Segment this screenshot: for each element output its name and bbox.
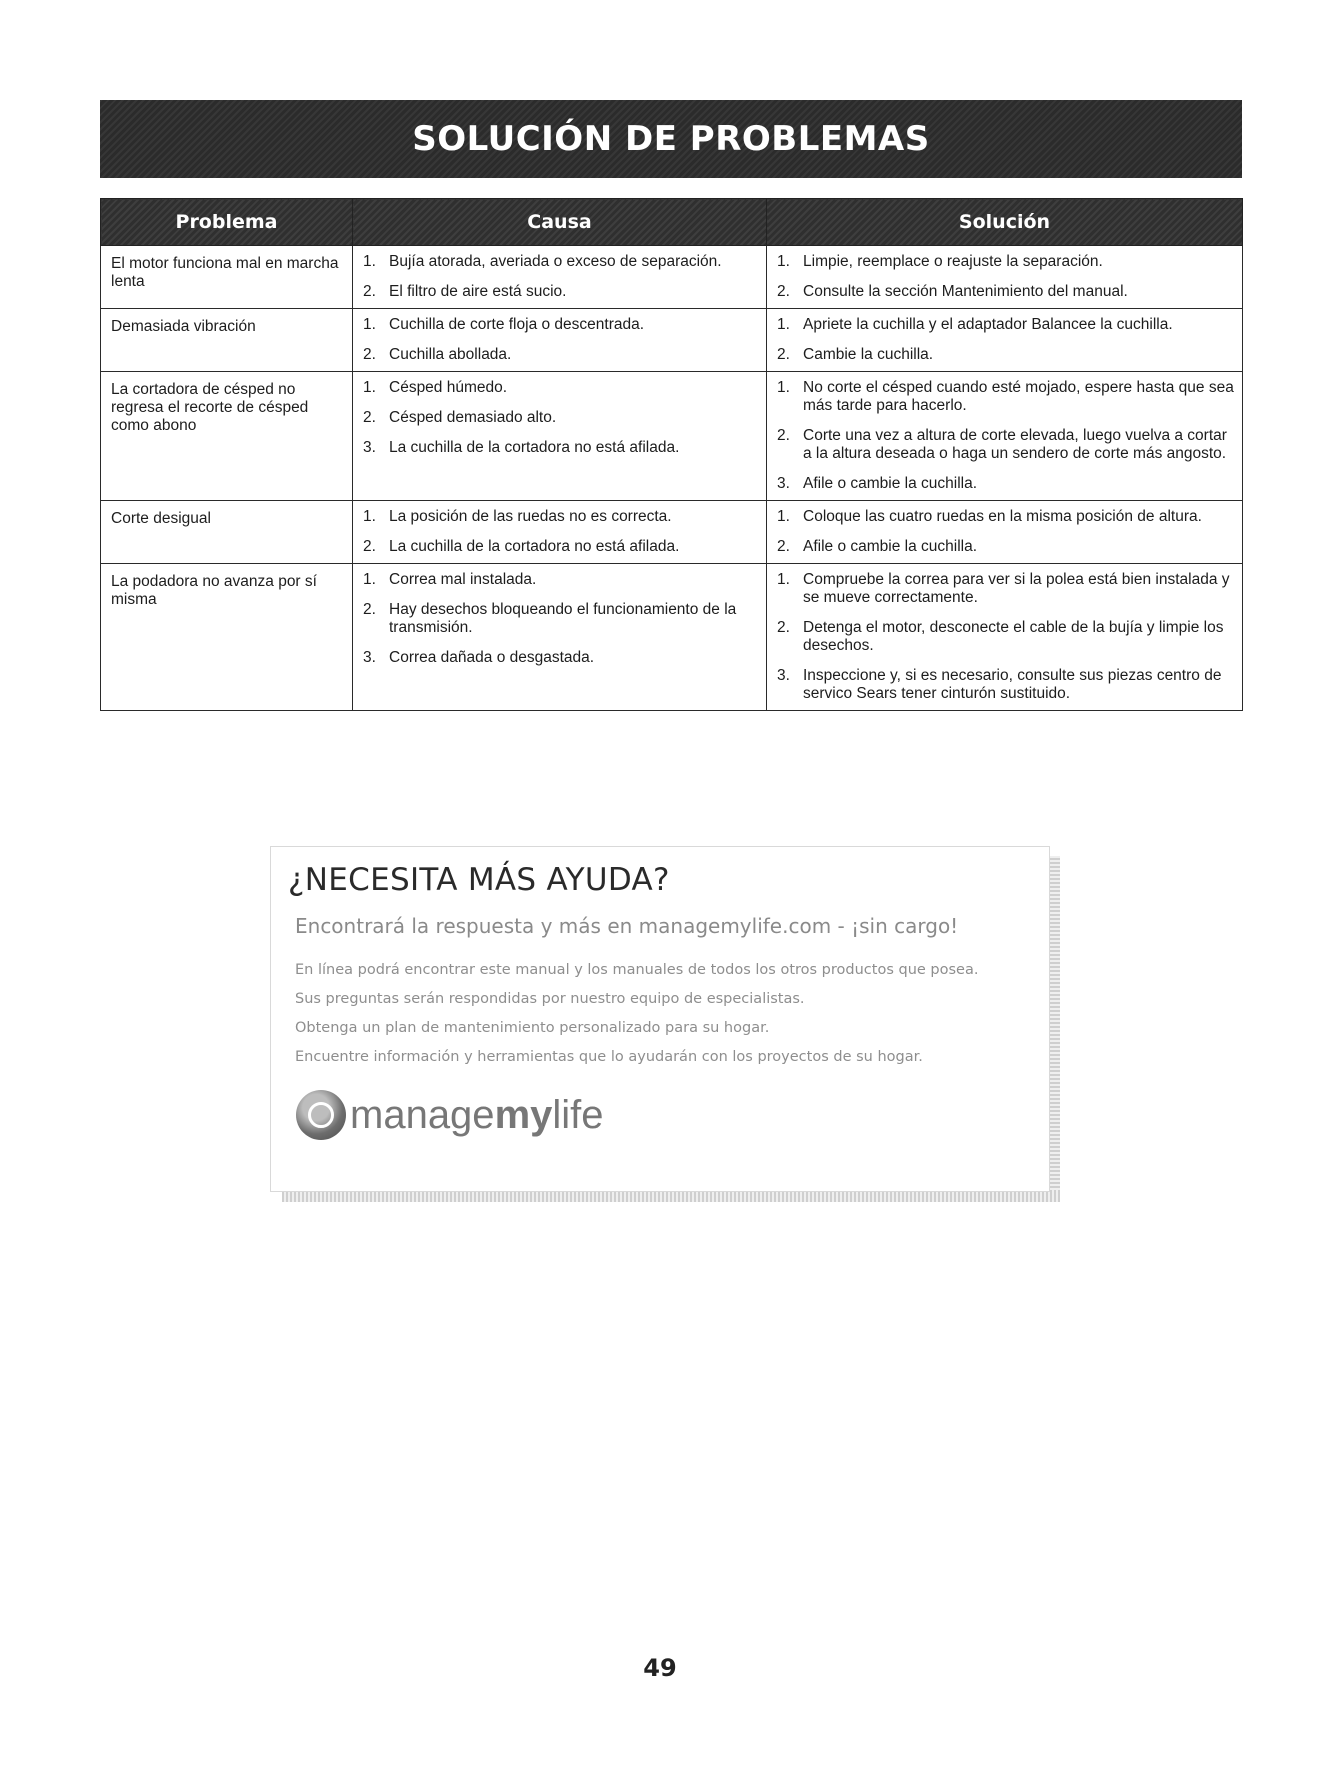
- cause-list: [363, 571, 758, 667]
- item-number: 2.: [363, 538, 376, 555]
- solution-list: [777, 253, 1234, 301]
- item-number: 1.: [777, 379, 790, 396]
- item-text: Hay desechos bloqueando el funcionamiento de la transmisión.: [389, 601, 737, 636]
- solution-cell: [767, 309, 1243, 372]
- help-line: Sus preguntas serán respondidas por nuestro equipo de especialistas.: [295, 991, 805, 1007]
- managemylife-logo: [296, 1090, 604, 1140]
- page-number: 49: [643, 1654, 677, 1682]
- item-number: 1.: [363, 316, 376, 333]
- cause-cell: [353, 564, 767, 711]
- item-text: Inspeccione y, si es necesario, consulte sus piezas centro de servico Sears tener cinturón sustituido.: [803, 667, 1222, 702]
- cause-item: [363, 538, 758, 556]
- cause-cell: [353, 372, 767, 501]
- item-text: No corte el césped cuando esté mojado, espere hasta que sea más tarde para hacerlo.: [803, 379, 1234, 414]
- item-text: Correa dañada o desgastada.: [389, 649, 595, 666]
- help-title: ¿NECESITA MÁS AYUDA?: [288, 862, 670, 898]
- solution-item: [777, 253, 1234, 271]
- cause-list: [363, 316, 758, 364]
- item-text: Corte una vez a altura de corte elevada, luego vuelva a cortar a la altura deseada o haga un sendero de corte más angosto.: [803, 427, 1227, 462]
- item-text: Afile o cambie la cuchilla.: [803, 475, 978, 492]
- title-banner: [100, 100, 1242, 178]
- logo-text-manage: manage: [350, 1092, 495, 1137]
- table-row: [101, 501, 1243, 564]
- cause-item: [363, 253, 758, 271]
- item-number: 2.: [777, 346, 790, 363]
- item-number: 1.: [363, 508, 376, 525]
- solution-list: [777, 508, 1234, 556]
- cause-item: [363, 601, 758, 637]
- item-number: 2.: [777, 619, 790, 636]
- cause-item: [363, 379, 758, 397]
- item-number: 2.: [777, 427, 790, 444]
- problem-cell: La cortadora de césped no regresa el recorte de césped como abono: [101, 372, 353, 501]
- table-row: [101, 309, 1243, 372]
- cause-list: [363, 508, 758, 556]
- cause-cell: [353, 309, 767, 372]
- solution-item: [777, 283, 1234, 301]
- troubleshooting-table: [100, 198, 1243, 711]
- item-number: 1.: [777, 253, 790, 270]
- cause-item: [363, 283, 758, 301]
- item-number: 2.: [363, 283, 376, 300]
- item-number: 3.: [777, 667, 790, 684]
- header-cause: Causa: [353, 199, 767, 246]
- item-text: Cambie la cuchilla.: [803, 346, 934, 363]
- solution-cell: [767, 246, 1243, 309]
- solution-item: [777, 427, 1234, 463]
- item-text: Afile o cambie la cuchilla.: [803, 538, 978, 555]
- solution-cell: [767, 501, 1243, 564]
- solution-item: [777, 379, 1234, 415]
- item-number: 1.: [777, 508, 790, 525]
- logo-text-life: life: [552, 1092, 604, 1137]
- solution-item: [777, 316, 1234, 334]
- item-number: 1.: [363, 571, 376, 588]
- solution-item: [777, 346, 1234, 364]
- managemylife-logo-icon: [296, 1090, 346, 1140]
- item-text: El filtro de aire está sucio.: [389, 283, 567, 300]
- logo-text-my: my: [494, 1092, 553, 1137]
- cause-item: [363, 409, 758, 427]
- item-text: La cuchilla de la cortadora no está afilada.: [389, 538, 680, 555]
- help-line: Obtenga un plan de mantenimiento personalizado para su hogar.: [295, 1020, 770, 1036]
- solution-item: [777, 667, 1234, 703]
- cause-item: [363, 316, 758, 334]
- item-text: Consulte la sección Mantenimiento del manual.: [803, 283, 1128, 300]
- item-text: Cuchilla abollada.: [389, 346, 512, 363]
- item-number: 3.: [777, 475, 790, 492]
- solution-item: [777, 475, 1234, 493]
- cause-cell: [353, 246, 767, 309]
- item-text: Coloque las cuatro ruedas en la misma posición de altura.: [803, 508, 1202, 525]
- help-subtitle: Encontrará la respuesta y más en managemylife.com - ¡sin cargo!: [295, 914, 959, 938]
- solution-item: [777, 619, 1234, 655]
- cause-item: [363, 571, 758, 589]
- item-text: Césped húmedo.: [389, 379, 508, 396]
- item-number: 3.: [363, 649, 376, 666]
- help-lines: [295, 956, 978, 1072]
- item-number: 1.: [363, 379, 376, 396]
- item-text: Limpie, reemplace o reajuste la separación.: [803, 253, 1103, 270]
- item-number: 1.: [777, 316, 790, 333]
- item-text: Detenga el motor, desconecte el cable de la bujía y limpie los desechos.: [803, 619, 1224, 654]
- cause-item: [363, 346, 758, 364]
- problem-cell: Demasiada vibración: [101, 309, 353, 372]
- header-problem: Problema: [101, 199, 353, 246]
- table-row: [101, 246, 1243, 309]
- item-text: Césped demasiado alto.: [389, 409, 557, 426]
- cause-item: [363, 649, 758, 667]
- problem-cell: Corte desigual: [101, 501, 353, 564]
- item-number: 1.: [777, 571, 790, 588]
- item-number: 2.: [363, 601, 376, 618]
- cause-list: [363, 379, 758, 457]
- item-number: 2.: [777, 538, 790, 555]
- solution-list: [777, 379, 1234, 493]
- solution-item: [777, 571, 1234, 607]
- solution-list: [777, 571, 1234, 703]
- item-text: Bujía atorada, averiada o exceso de separación.: [389, 253, 722, 270]
- solution-item: [777, 508, 1234, 526]
- table-row: [101, 372, 1243, 501]
- solution-item: [777, 538, 1234, 556]
- item-text: La cuchilla de la cortadora no está afilada.: [389, 439, 680, 456]
- table-header-row: [101, 199, 1243, 246]
- help-line: En línea podrá encontrar este manual y los manuales de todos los otros productos que posea.: [295, 962, 979, 978]
- item-text: Cuchilla de corte floja o descentrada.: [389, 316, 645, 333]
- item-number: 2.: [363, 346, 376, 363]
- item-text: Compruebe la correa para ver si la polea está bien instalada y se mueve correctamente.: [803, 571, 1230, 606]
- cause-cell: [353, 501, 767, 564]
- problem-cell: La podadora no avanza por sí misma: [101, 564, 353, 711]
- item-text: Correa mal instalada.: [389, 571, 537, 588]
- cause-item: [363, 508, 758, 526]
- header-solution: Solución: [767, 199, 1243, 246]
- table-row: [101, 564, 1243, 711]
- cause-item: [363, 439, 758, 457]
- solution-cell: [767, 372, 1243, 501]
- page-title: SOLUCIÓN DE PROBLEMAS: [412, 119, 930, 159]
- item-number: 2.: [363, 409, 376, 426]
- item-number: 3.: [363, 439, 376, 456]
- solution-cell: [767, 564, 1243, 711]
- item-number: 1.: [363, 253, 376, 270]
- item-number: 2.: [777, 283, 790, 300]
- solution-list: [777, 316, 1234, 364]
- item-text: La posición de las ruedas no es correcta.: [389, 508, 672, 525]
- item-text: Apriete la cuchilla y el adaptador Balancee la cuchilla.: [803, 316, 1173, 333]
- problem-cell: El motor funciona mal en marcha lenta: [101, 246, 353, 309]
- cause-list: [363, 253, 758, 301]
- help-line: Encuentre información y herramientas que lo ayudarán con los proyectos de su hogar.: [295, 1049, 923, 1065]
